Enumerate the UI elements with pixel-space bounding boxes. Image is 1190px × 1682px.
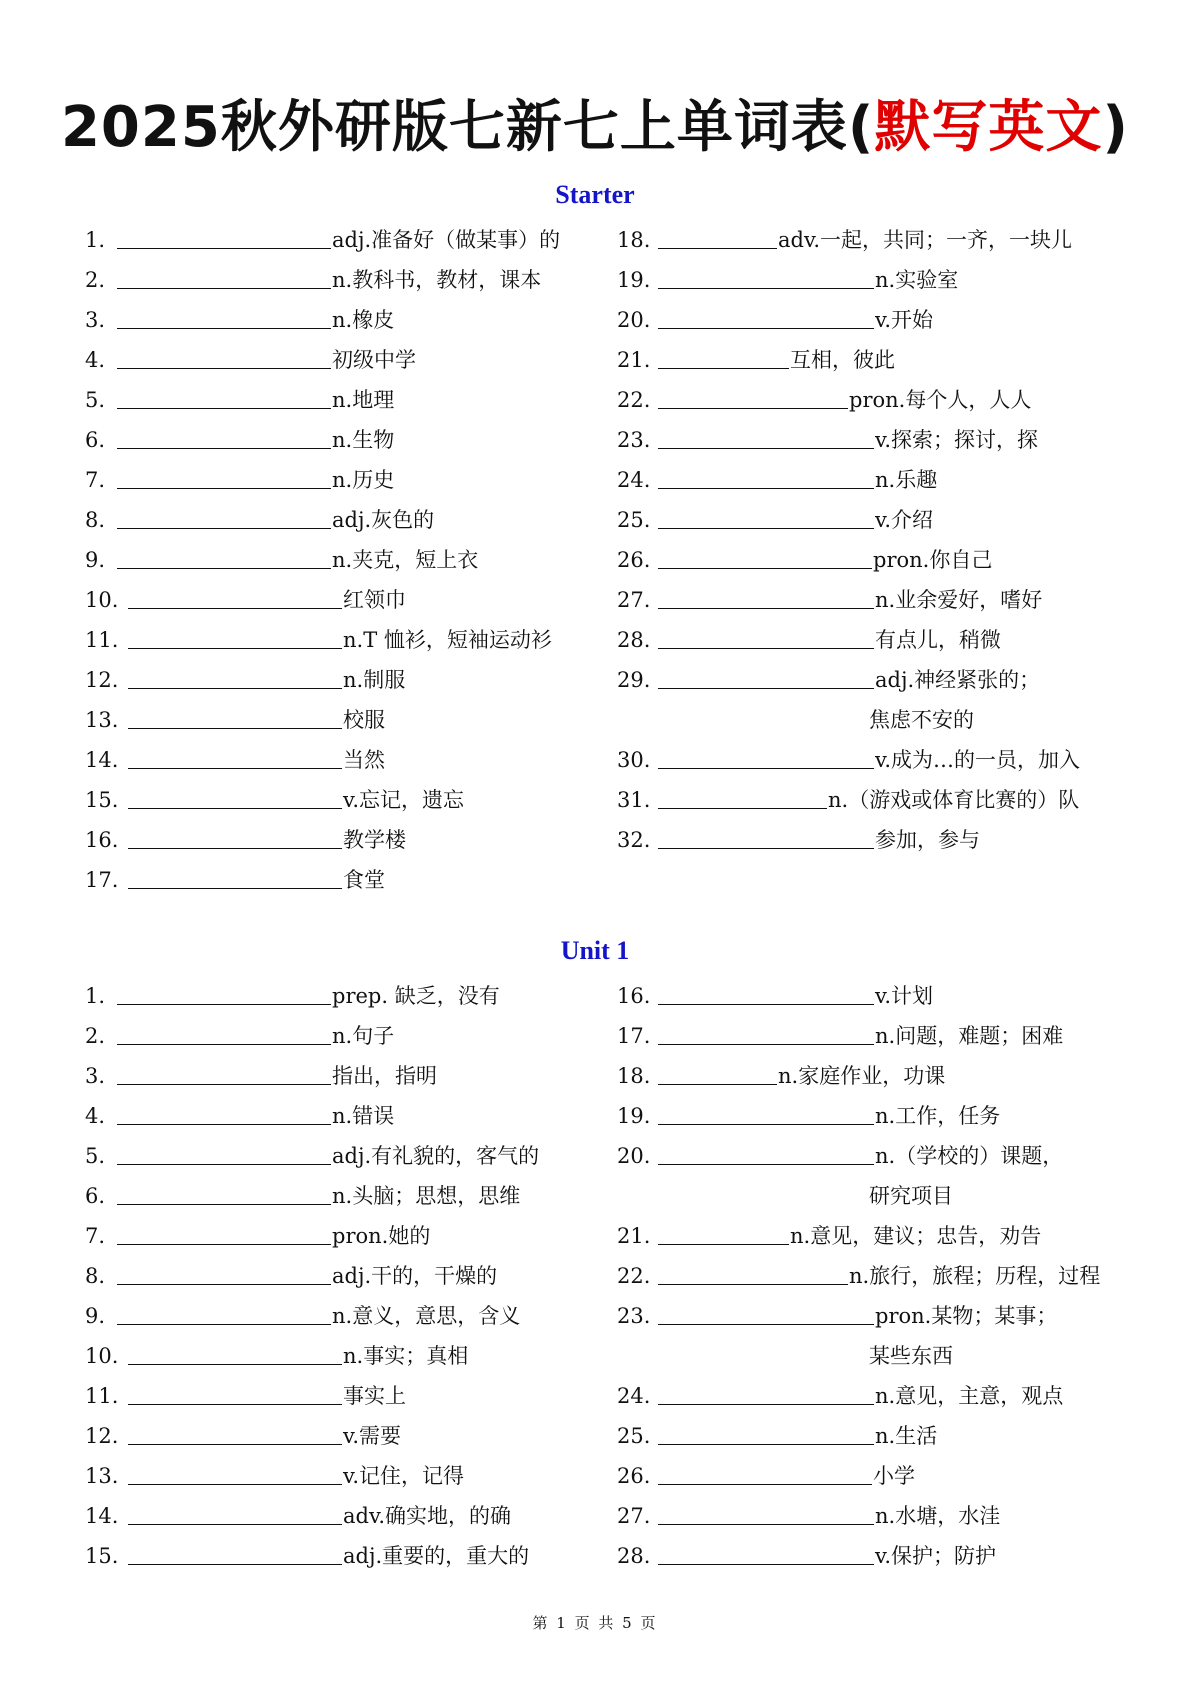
answer-blank[interactable] bbox=[658, 288, 874, 289]
item-number: 10. bbox=[85, 588, 119, 612]
vocab-item bbox=[617, 660, 1137, 700]
vocab-item bbox=[85, 1176, 605, 1216]
item-number: 11. bbox=[85, 628, 119, 652]
item-number: 17. bbox=[85, 868, 119, 892]
vocab-item bbox=[617, 1376, 1137, 1416]
answer-blank[interactable] bbox=[658, 688, 874, 689]
answer-blank[interactable] bbox=[117, 1204, 331, 1205]
answer-blank[interactable] bbox=[128, 608, 342, 609]
definition-text: n.问题，难题；困难 bbox=[875, 1024, 1064, 1048]
vocab-item bbox=[85, 1416, 605, 1456]
definition-text: v.保护；防护 bbox=[875, 1544, 997, 1568]
item-number: 21. bbox=[617, 1224, 651, 1248]
answer-blank[interactable] bbox=[658, 1484, 872, 1485]
definition-text: n.水塘，水洼 bbox=[875, 1504, 1001, 1528]
vocab-item bbox=[617, 380, 1137, 420]
answer-blank[interactable] bbox=[128, 1524, 342, 1525]
item-number: 7. bbox=[85, 468, 106, 492]
item-number: 21. bbox=[617, 348, 651, 372]
definition-text: n.头脑；思想，思维 bbox=[332, 1184, 521, 1208]
vocab-item bbox=[85, 340, 605, 380]
definition-text: n.地理 bbox=[332, 388, 395, 412]
definition-text: 食堂 bbox=[343, 868, 385, 892]
vocab-item bbox=[85, 660, 605, 700]
definition-text: n.家庭作业，功课 bbox=[778, 1064, 946, 1088]
answer-blank[interactable] bbox=[658, 808, 827, 809]
vocab-item bbox=[85, 1336, 605, 1376]
definition-text: adj.重要的，重大的 bbox=[343, 1544, 530, 1568]
item-number: 22. bbox=[617, 388, 651, 412]
vocab-item bbox=[85, 1456, 605, 1496]
vocab-item bbox=[85, 420, 605, 460]
item-number: 5. bbox=[85, 1144, 106, 1168]
vocab-item bbox=[617, 620, 1137, 660]
definition-text: v.记住，记得 bbox=[343, 1464, 465, 1488]
definition-text: 参加，参与 bbox=[875, 828, 980, 852]
vocab-item bbox=[85, 380, 605, 420]
vocab-item bbox=[617, 1016, 1137, 1056]
answer-blank[interactable] bbox=[658, 648, 874, 649]
page-title bbox=[0, 88, 1190, 168]
definition-text: n.（学校的）课题， bbox=[875, 1144, 1064, 1168]
definition-text: n.工作，任务 bbox=[875, 1104, 1001, 1128]
item-number: 7. bbox=[85, 1224, 106, 1248]
definition-text: n.事实；真相 bbox=[343, 1344, 469, 1368]
definition-text: pron.你自己 bbox=[873, 548, 993, 572]
item-number: 20. bbox=[617, 308, 651, 332]
item-number: 30. bbox=[617, 748, 651, 772]
answer-blank[interactable] bbox=[658, 1404, 874, 1405]
item-number: 26. bbox=[617, 548, 651, 572]
definition-text: pron.她的 bbox=[332, 1224, 431, 1248]
item-number: 6. bbox=[85, 428, 106, 452]
definition-text: n.意见，建议；忠告，劝告 bbox=[790, 1224, 1042, 1248]
answer-blank[interactable] bbox=[128, 728, 342, 729]
vocab-item bbox=[617, 820, 1137, 860]
answer-blank[interactable] bbox=[658, 248, 777, 249]
answer-blank[interactable] bbox=[128, 848, 342, 849]
item-number: 23. bbox=[617, 428, 651, 452]
definition-text: 校服 bbox=[343, 708, 385, 732]
item-number: 8. bbox=[85, 1264, 106, 1288]
answer-blank[interactable] bbox=[658, 1284, 848, 1285]
vocab-item bbox=[85, 1256, 605, 1296]
answer-blank[interactable] bbox=[117, 288, 331, 289]
vocab-item bbox=[85, 460, 605, 500]
item-number: 1. bbox=[85, 984, 106, 1008]
definition-text: 有点儿，稍微 bbox=[875, 628, 1001, 652]
item-number: 28. bbox=[617, 628, 651, 652]
definition-text: v.介绍 bbox=[875, 508, 934, 532]
item-number: 12. bbox=[85, 668, 119, 692]
definition-text: adv.确实地，的确 bbox=[343, 1504, 512, 1528]
definition-text: n.意义，意思，含义 bbox=[332, 1304, 521, 1328]
vocab-item bbox=[617, 740, 1137, 780]
vocab-item bbox=[85, 1096, 605, 1136]
definition-text: n.教科书，教材，课本 bbox=[332, 268, 542, 292]
item-number: 14. bbox=[85, 1504, 119, 1528]
definition-text: n.历史 bbox=[332, 468, 395, 492]
definition-text: 初级中学 bbox=[332, 348, 416, 372]
answer-blank[interactable] bbox=[658, 1044, 874, 1045]
answer-blank[interactable] bbox=[117, 1004, 331, 1005]
item-number: 31. bbox=[617, 788, 651, 812]
answer-blank[interactable] bbox=[658, 488, 874, 489]
definition-continuation: 焦虑不安的 bbox=[869, 708, 974, 732]
item-number: 19. bbox=[617, 1104, 651, 1128]
item-number: 3. bbox=[85, 308, 106, 332]
answer-blank[interactable] bbox=[117, 1124, 331, 1125]
vocab-item bbox=[85, 1376, 605, 1416]
vocab-item bbox=[85, 220, 605, 260]
vocab-item bbox=[85, 860, 605, 900]
definition-text: v.需要 bbox=[343, 1424, 402, 1448]
answer-blank[interactable] bbox=[658, 328, 874, 329]
vocab-item bbox=[617, 976, 1137, 1016]
vocab-item bbox=[85, 740, 605, 780]
item-number: 20. bbox=[617, 1144, 651, 1168]
item-number: 2. bbox=[85, 1024, 106, 1048]
definition-text: n.旅行，旅程；历程，过程 bbox=[849, 1264, 1101, 1288]
vocab-item bbox=[617, 1256, 1137, 1296]
definition-text: n.业余爱好，嗜好 bbox=[875, 588, 1043, 612]
vocab-item bbox=[617, 300, 1137, 340]
vocab-item bbox=[85, 1216, 605, 1256]
vocab-item bbox=[85, 1296, 605, 1336]
item-number: 18. bbox=[617, 228, 651, 252]
item-number: 25. bbox=[617, 1424, 651, 1448]
item-number: 10. bbox=[85, 1344, 119, 1368]
vocab-item bbox=[617, 1096, 1137, 1136]
item-number: 25. bbox=[617, 508, 651, 532]
answer-blank[interactable] bbox=[128, 648, 342, 649]
vocab-item bbox=[85, 700, 605, 740]
answer-blank[interactable] bbox=[117, 1284, 331, 1285]
answer-blank[interactable] bbox=[658, 768, 874, 769]
answer-blank[interactable] bbox=[658, 408, 848, 409]
item-number: 24. bbox=[617, 1384, 651, 1408]
vocab-item bbox=[85, 1496, 605, 1536]
definition-text: n.句子 bbox=[332, 1024, 395, 1048]
title-highlight: 默写英文 bbox=[874, 95, 1103, 160]
definition-text: n.制服 bbox=[343, 668, 406, 692]
vocab-item bbox=[85, 1016, 605, 1056]
item-number: 2. bbox=[85, 268, 106, 292]
answer-blank[interactable] bbox=[117, 1324, 331, 1325]
vocab-item bbox=[617, 1296, 1137, 1336]
item-number: 23. bbox=[617, 1304, 651, 1328]
vocab-item bbox=[617, 460, 1137, 500]
answer-blank[interactable] bbox=[128, 1404, 342, 1405]
answer-blank[interactable] bbox=[117, 488, 331, 489]
vocab-item bbox=[85, 260, 605, 300]
definition-text: 红领巾 bbox=[343, 588, 406, 612]
answer-blank[interactable] bbox=[658, 1564, 874, 1565]
definition-text: pron.某物；某事； bbox=[875, 1304, 1058, 1328]
answer-blank[interactable] bbox=[117, 368, 331, 369]
item-number: 14. bbox=[85, 748, 119, 772]
answer-blank[interactable] bbox=[117, 528, 331, 529]
definition-text: adv.一起，共同；一齐，一块儿 bbox=[778, 228, 1073, 252]
section-title: Unit 1 bbox=[560, 936, 630, 965]
answer-blank[interactable] bbox=[658, 1524, 874, 1525]
definition-text: 小学 bbox=[873, 1464, 915, 1488]
item-number: 4. bbox=[85, 1104, 106, 1128]
definition-text: adj.准备好（做某事）的 bbox=[332, 228, 561, 252]
answer-blank[interactable] bbox=[117, 1244, 331, 1245]
answer-blank[interactable] bbox=[658, 1444, 874, 1445]
page-footer: 第 1 页 共 5 页 bbox=[532, 1614, 658, 1632]
definition-text: v.探索；探讨，探 bbox=[875, 428, 1039, 452]
item-number: 1. bbox=[85, 228, 106, 252]
definition-text: n.橡皮 bbox=[332, 308, 395, 332]
item-number: 8. bbox=[85, 508, 106, 532]
item-number: 5. bbox=[85, 388, 106, 412]
item-number: 6. bbox=[85, 1184, 106, 1208]
item-number: 22. bbox=[617, 1264, 651, 1288]
definition-text: 互相，彼此 bbox=[790, 348, 895, 372]
answer-blank[interactable] bbox=[658, 1124, 874, 1125]
item-number: 29. bbox=[617, 668, 651, 692]
definition-text: n.生活 bbox=[875, 1424, 938, 1448]
definition-text: adj.有礼貌的，客气的 bbox=[332, 1144, 540, 1168]
vocab-item bbox=[85, 1136, 605, 1176]
answer-blank[interactable] bbox=[658, 1324, 874, 1325]
answer-blank[interactable] bbox=[128, 688, 342, 689]
vocab-item bbox=[617, 220, 1137, 260]
title-main: 2025秋外研版七新七上单词表( bbox=[60, 95, 875, 160]
vocab-item bbox=[617, 1496, 1137, 1536]
vocab-item bbox=[617, 1056, 1137, 1096]
answer-blank[interactable] bbox=[128, 1484, 342, 1485]
answer-blank[interactable] bbox=[117, 1084, 331, 1085]
definition-text: n.（游戏或体育比赛的）队 bbox=[828, 788, 1080, 812]
item-number: 18. bbox=[617, 1064, 651, 1088]
definition-text: v.忘记，遗忘 bbox=[343, 788, 465, 812]
item-number: 9. bbox=[85, 1304, 106, 1328]
definition-text: adj.灰色的 bbox=[332, 508, 435, 532]
title-end: ) bbox=[1102, 95, 1130, 160]
definition-text: 指出，指明 bbox=[332, 1064, 437, 1088]
item-number: 16. bbox=[85, 828, 119, 852]
vocab-item bbox=[85, 620, 605, 660]
item-number: 17. bbox=[617, 1024, 651, 1048]
vocab-item bbox=[617, 260, 1137, 300]
vocab-item bbox=[85, 500, 605, 540]
item-number: 19. bbox=[617, 268, 651, 292]
answer-blank[interactable] bbox=[117, 328, 331, 329]
item-number: 32. bbox=[617, 828, 651, 852]
vocab-item bbox=[617, 500, 1137, 540]
item-number: 26. bbox=[617, 1464, 651, 1488]
answer-blank[interactable] bbox=[117, 1044, 331, 1045]
answer-blank[interactable] bbox=[658, 368, 789, 369]
item-number: 28. bbox=[617, 1544, 651, 1568]
section-title: Starter bbox=[555, 180, 635, 209]
answer-blank[interactable] bbox=[128, 1444, 342, 1445]
definition-text: prep. 缺乏，没有 bbox=[332, 984, 500, 1008]
answer-blank[interactable] bbox=[117, 248, 331, 249]
vocab-item bbox=[617, 340, 1137, 380]
vocab-item bbox=[617, 540, 1137, 580]
definition-text: 当然 bbox=[343, 748, 385, 772]
vocab-item bbox=[617, 1536, 1137, 1576]
answer-blank[interactable] bbox=[117, 568, 331, 569]
item-number: 12. bbox=[85, 1424, 119, 1448]
vocab-item bbox=[617, 780, 1137, 820]
answer-blank[interactable] bbox=[658, 608, 874, 609]
vocab-item bbox=[85, 580, 605, 620]
definition-continuation: 某些东西 bbox=[869, 1344, 953, 1368]
answer-blank[interactable] bbox=[117, 448, 331, 449]
item-number: 15. bbox=[85, 1544, 119, 1568]
definition-text: n.T 恤衫，短袖运动衫 bbox=[343, 628, 552, 652]
definition-text: n.意见，主意，观点 bbox=[875, 1384, 1064, 1408]
answer-blank[interactable] bbox=[117, 408, 331, 409]
item-number: 16. bbox=[617, 984, 651, 1008]
vocab-item bbox=[85, 976, 605, 1016]
answer-blank[interactable] bbox=[658, 1084, 777, 1085]
item-number: 27. bbox=[617, 588, 651, 612]
definition-text: n.夹克，短上衣 bbox=[332, 548, 479, 572]
vocab-item bbox=[85, 780, 605, 820]
vocab-item bbox=[85, 1056, 605, 1096]
definition-text: adj.神经紧张的； bbox=[875, 668, 1041, 692]
definition-text: 事实上 bbox=[343, 1384, 406, 1408]
item-number: 13. bbox=[85, 708, 119, 732]
vocab-item bbox=[617, 1456, 1137, 1496]
answer-blank[interactable] bbox=[128, 888, 342, 889]
vocab-item bbox=[617, 1216, 1137, 1256]
vocab-item bbox=[85, 820, 605, 860]
answer-blank[interactable] bbox=[658, 848, 874, 849]
item-number: 24. bbox=[617, 468, 651, 492]
item-number: 13. bbox=[85, 1464, 119, 1488]
vocab-item bbox=[617, 1416, 1137, 1456]
answer-blank[interactable] bbox=[117, 1164, 331, 1165]
answer-blank[interactable] bbox=[658, 1164, 874, 1165]
item-number: 11. bbox=[85, 1384, 119, 1408]
answer-blank[interactable] bbox=[128, 768, 342, 769]
definition-text: adj.干的，干燥的 bbox=[332, 1264, 498, 1288]
item-number: 4. bbox=[85, 348, 106, 372]
item-number: 15. bbox=[85, 788, 119, 812]
answer-blank[interactable] bbox=[128, 1564, 342, 1565]
vocab-item bbox=[85, 540, 605, 580]
answer-blank[interactable] bbox=[128, 1364, 342, 1365]
vocab-item bbox=[617, 420, 1137, 460]
definition-text: n.错误 bbox=[332, 1104, 395, 1128]
definition-text: v.开始 bbox=[875, 308, 934, 332]
definition-continuation: 研究项目 bbox=[869, 1184, 953, 1208]
definition-text: n.乐趣 bbox=[875, 468, 938, 492]
item-number: 3. bbox=[85, 1064, 106, 1088]
definition-text: v.成为…的一员，加入 bbox=[875, 748, 1081, 772]
item-number: 9. bbox=[85, 548, 106, 572]
vocab-item bbox=[85, 300, 605, 340]
definition-text: n.实验室 bbox=[875, 268, 959, 292]
answer-blank[interactable] bbox=[128, 808, 342, 809]
vocab-item bbox=[617, 580, 1137, 620]
vocab-item bbox=[85, 1536, 605, 1576]
definition-text: v.计划 bbox=[875, 984, 934, 1008]
definition-text: pron.每个人，人人 bbox=[849, 388, 1032, 412]
answer-blank[interactable] bbox=[658, 1244, 789, 1245]
answer-blank[interactable] bbox=[658, 568, 872, 569]
vocab-item bbox=[617, 1136, 1137, 1176]
item-number: 27. bbox=[617, 1504, 651, 1528]
answer-blank[interactable] bbox=[658, 1004, 874, 1005]
definition-text: n.生物 bbox=[332, 428, 395, 452]
definition-text: 教学楼 bbox=[343, 828, 406, 852]
answer-blank[interactable] bbox=[658, 448, 874, 449]
answer-blank[interactable] bbox=[658, 528, 874, 529]
